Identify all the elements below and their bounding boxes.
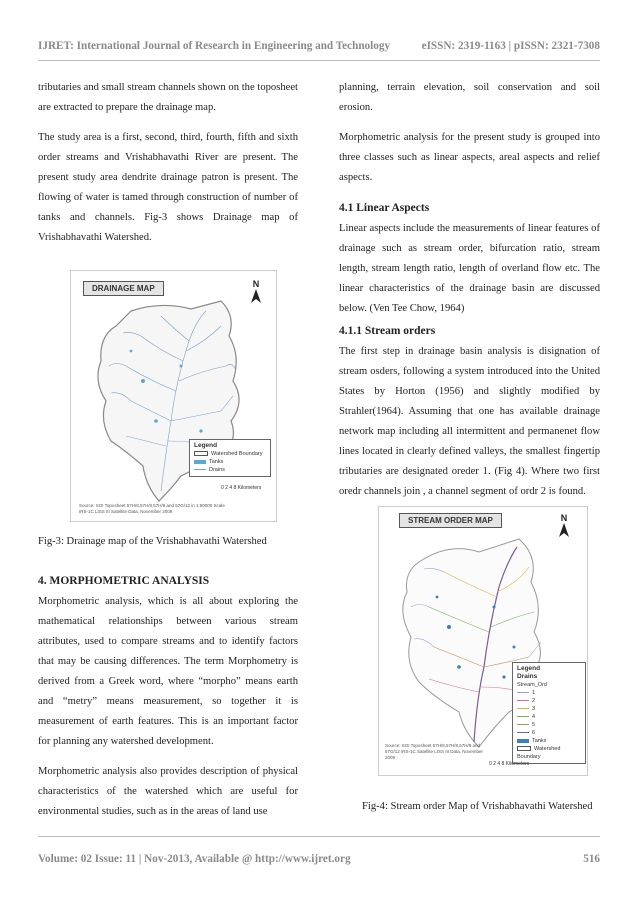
left-paragraph-1: tributaries and small stream channels shown on the toposheet are extracted to prepare the drainage map. bbox=[38, 82, 298, 113]
stream-order-map-title: STREAM ORDER MAP bbox=[399, 513, 502, 528]
page-number: 516 bbox=[583, 853, 600, 865]
drainage-map-image bbox=[71, 271, 276, 521]
section-4-1-1-heading: 4.1.1 Stream orders bbox=[339, 325, 436, 337]
left-column bbox=[38, 78, 298, 258]
stream-order-map-figure bbox=[378, 506, 588, 776]
drainage-map-source: Source: SOI Toposheet 57H/8,57H/8,57H/9 and 57G/12 in 1:50000 Scale IRS-1C LISS III Satellite Data, November 2009 bbox=[79, 503, 225, 514]
fig4-caption: Fig-4: Stream order Map of Vrishabhavathi Watershed bbox=[362, 801, 593, 812]
page-header bbox=[38, 40, 600, 52]
right-paragraph-1: planning, terrain elevation, soil conservation and soil erosion. bbox=[339, 82, 600, 113]
issn: eISSN: 2319-1163 | pISSN: 2321-7308 bbox=[421, 40, 600, 52]
stream-order-map-scale: 0 2 4 8 Kilometers bbox=[489, 761, 530, 767]
page-footer bbox=[38, 853, 600, 865]
drainage-map-title: DRAINAGE MAP bbox=[83, 281, 164, 296]
right-paragraph-2: Morphometric analysis for the present study is grouped into three classes such as linear aspects, areal aspects and relief aspects. bbox=[339, 132, 600, 183]
header-rule bbox=[38, 60, 600, 61]
left-paragraph-3: Morphometric analysis, which is all about exploring the mathematical relationships between various stream attributes, used to compare streams and to identify factors that may be causing differences. The term Morphometry is derived from a Greek word, where “morpho” means earth and “metry” means measurement, so together it is measurement of earth features. This is an important factor for planning any watershed development. bbox=[38, 596, 298, 747]
right-column bbox=[339, 78, 600, 512]
footer-rule bbox=[38, 836, 600, 837]
left-column-lower bbox=[38, 571, 298, 832]
north-arrow-icon: N bbox=[251, 279, 261, 305]
stream-order-legend: Legend Drains Stream_Ord 1 2 3 4 5 6 Tanks Watershed Boundary bbox=[512, 662, 586, 764]
drainage-map-scale: 0 2 4 8 Kilometers bbox=[221, 485, 262, 491]
left-paragraph-2: The study area is a first, second, third, fourth, fifth and sixth order streams and Vrishabhavathi River are present. The present study area dendrite drainage patron is present. The flowing of water is tamed through construction of number of tanks and channels. Fig-3 shows Drainage map of Vrishabhavathi Watershed. bbox=[38, 132, 298, 243]
drainage-map-legend: Legend Watershed Boundary Tanks Drains bbox=[189, 439, 271, 477]
section-4-heading: 4. MORPHOMETRIC ANALYSIS bbox=[38, 575, 210, 587]
left-paragraph-4: Morphometric analysis also provides description of physical characteristics of the watershed which are useful for environmental studies, such as in the areas of land use bbox=[38, 766, 298, 817]
section-4-1-heading: 4.1 Linear Aspects bbox=[339, 202, 430, 214]
stream-order-map-source: Source: SOI Toposheet 57H/8,57H/8,57H/9 and 57G/12 IRS-1C Satellite LISS III Data, November 2009 bbox=[385, 743, 484, 760]
drainage-map-figure bbox=[70, 270, 277, 522]
right-paragraph-4: The first step in drainage basin analysis is disignation of stream osders, following a system introduced into the United States by Horton (1956) and slightly modified by Strahler(1964). Assuming that one has available drainage network map including all intermittent and permanenet flow lines located in clearly defined valleys, the smallest fingertip tributaries are designated oreder 1. (Fig 4). Where two first oredr channels join , a channel segment of ordr 2 is found. bbox=[339, 346, 600, 497]
right-paragraph-3: Linear aspects include the measurements of linear features of drainage such as stream order, bifurcation ratio, stream length, stream length ratio, length of overland flow etc. The linear characteristics of the drainage basin are discussed below. (Ven Tee Chow, 1964) bbox=[339, 223, 600, 314]
north-arrow-icon: N bbox=[559, 513, 569, 539]
fig3-caption: Fig-3: Drainage map of the Vrishabhavathi Watershed bbox=[38, 536, 267, 547]
journal-title: IJRET: International Journal of Research in Engineering and Technology bbox=[38, 40, 391, 52]
footer-volume: Volume: 02 Issue: 11 | Nov-2013, Available @ http://www.ijret.org bbox=[38, 853, 351, 865]
